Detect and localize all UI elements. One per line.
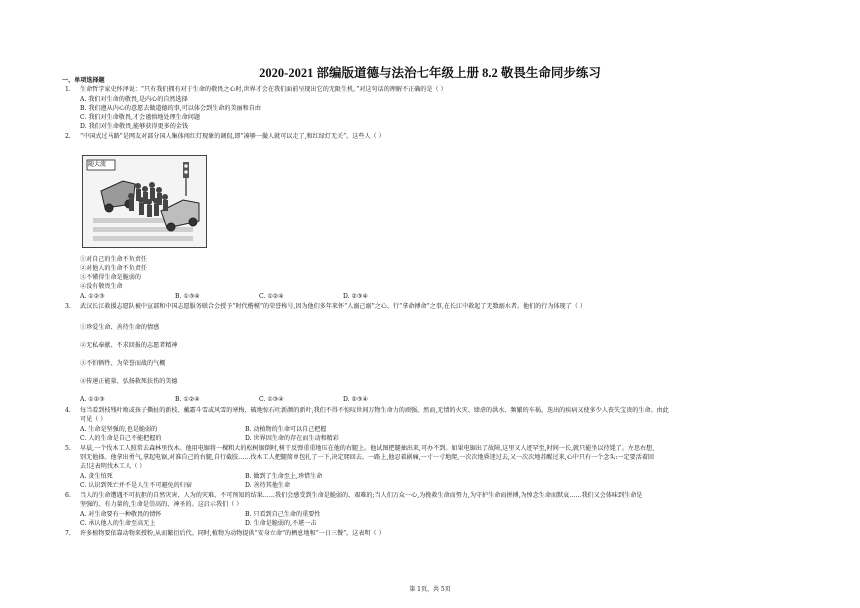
image-caption: 随大流 [88, 161, 107, 168]
statement: ②无私奉献、不求回报的志愿者精神 [80, 342, 178, 349]
question-text: 武汉长江救援志愿队被中宣部和中国志愿服务联合会授予“时代楷模”的荣誉称号,因为他们多年来怀“人溺己溺”之心、行“拿命搏命”之事,在长江中救起了无数溺水者。他们的行为体现了（ ） [80, 303, 586, 310]
question-number: 2. [65, 133, 71, 140]
option: B. ①③④ [175, 293, 200, 300]
option: B. 只看到自己生命的重要性 [245, 511, 321, 518]
option: C. ①③④ [259, 396, 284, 403]
document-title: 2020-2021 部编版道德与法治七年级上册 8.2 敬畏生命同步练习 [259, 66, 601, 80]
statement: ③不怕牺牲、为荣誉而战的气概 [80, 360, 166, 367]
option: A. 我们对生命的敬畏,是内心的自然选择 [80, 96, 188, 103]
question-text: 可见（ ） [80, 416, 107, 423]
question-text: 去!这表明伐木工人（ ） [80, 463, 146, 470]
option: B. 我们遵从内心的意愿去做道德的事,可以体会到生命的美丽和自由 [80, 105, 261, 112]
page-footer: 第 1页，共 5页 [409, 586, 451, 593]
question-text: 生命哲学家史怀泽说：“只有我们拥有对于生命的敬畏之心时,世界才会在我们面前呈现出它的无限生机。”对这句话的理解不正确的是（ ） [80, 86, 447, 93]
option: A. 生命是坚强的,也是脆弱的 [80, 426, 158, 433]
option: D. 生命是脆弱的,不堪一击 [245, 520, 317, 527]
option: A. ①②③ [80, 293, 105, 300]
question-number: 1. [65, 86, 71, 93]
option: B. 动植物的生命可以自己把握 [245, 426, 327, 433]
question-text: 许多植物要依靠动物来授粉,从而繁衍后代。同时,植物为动物提供“安身立命”的栖息地和“一日三餐”。这表明（ ） [80, 530, 385, 537]
option: B. ①②④ [175, 396, 200, 403]
question-number: 4. [65, 407, 71, 414]
statement: ①对自己的生命不负责任 [80, 256, 148, 263]
question-number: 3. [65, 303, 71, 310]
option: C. 人的生命是自己不能把握的 [80, 435, 162, 442]
option: A. ①②③ [80, 396, 105, 403]
option: C. 我们对生命敬畏,才会谨慎地处理生命问题 [80, 114, 200, 121]
question-number: 6. [65, 492, 71, 499]
statement: ②对他人的生命不负责任 [80, 265, 148, 272]
option: C. 认识到死亡并不是人生不可避免的归宿 [80, 482, 192, 489]
crosswalk-illustration [82, 155, 207, 248]
option: D. ②③④ [343, 293, 368, 300]
question-text: 早晨,一个伐木工人照常去森林里伐木。他用电锯将一棵粗大的松树锯倒时,树干反弹重重地压在他的右腿上。他试图把腿抽出来,可办不到。如果电锯出了故障,这里又人迹罕至,时间一长,就只能坐以待毙了。左思右想, [80, 445, 655, 452]
option: D. 世界因生命的存在而生动和精彩 [245, 435, 339, 442]
option: D. ②③④ [343, 396, 368, 403]
statement: ④没有敬畏生命 [80, 283, 123, 290]
question-number: 7. [65, 530, 71, 537]
option: D. 我们对生命敬畏,能够获得更多的金钱 [80, 123, 188, 130]
statement: ④传递正能量、弘扬救死扶伤的美德 [80, 378, 178, 385]
question-text: 别无他择。他拿出勇气,拿起电锯,对准自己的右腿,自行截肢……伐木工人把腿简单包扎了一下,决定爬回去。一路上,他忍着剧痛,一寸一寸地爬,一次次地昏迷过去,又一次次地苏醒过来,心中只有一个念头:一定要活着回 [80, 454, 655, 461]
option: C. ①②④ [259, 293, 284, 300]
option: A. 对生命要有一种敬畏的情怀 [80, 511, 162, 518]
question-text: 当人的生命遭遇不可抗拒的自然灾害、人为的灾难、不可预知的结果……我们会感受到生命是脆弱的、艰难的;当人们万众一心,为挽救生命而努力,为守护生命而拼搏,为悼念生命而默哀……我们又会体味到生命是 [80, 492, 643, 499]
statement: ③不懂得生命是脆弱的 [80, 274, 141, 281]
question-text: “中国式过马路”是网友对部分国人集体闯红灯现象的调侃,即“凑够一撮人就可以走了,和红绿灯无关”。这些人（ ） [80, 133, 385, 140]
section-heading: 一、单项选择题 [62, 77, 105, 84]
option: D. 善待其他生命 [245, 482, 291, 489]
option: B. 做到了生命至上,珍惜生命 [245, 473, 323, 480]
question-text: 每当看到枝残叶败或孩子撕扯的新枝、戴霜斗雪或风雪的寒梅、破地惊石吐新颜的新叶,我们不得不惊叹世间万物生命力的顽强。然而,无情的火灾、肆虐的洪水、频繁的车祸、迭出的疾病又使多少人丧失宝贵的生命。由此 [80, 407, 669, 414]
option: C. 承认他人的生命至高无上 [80, 520, 156, 527]
question-number: 5. [65, 445, 71, 452]
question-text: 坚强的、有力量的,生命是崇高的、神圣的。这启示我们（ ） [80, 501, 243, 508]
option: A. 贪生怕死 [80, 473, 113, 480]
crowd-crossing-road-image [83, 156, 206, 247]
statement: ①珍爱生命、善待生命的情感 [80, 324, 160, 331]
